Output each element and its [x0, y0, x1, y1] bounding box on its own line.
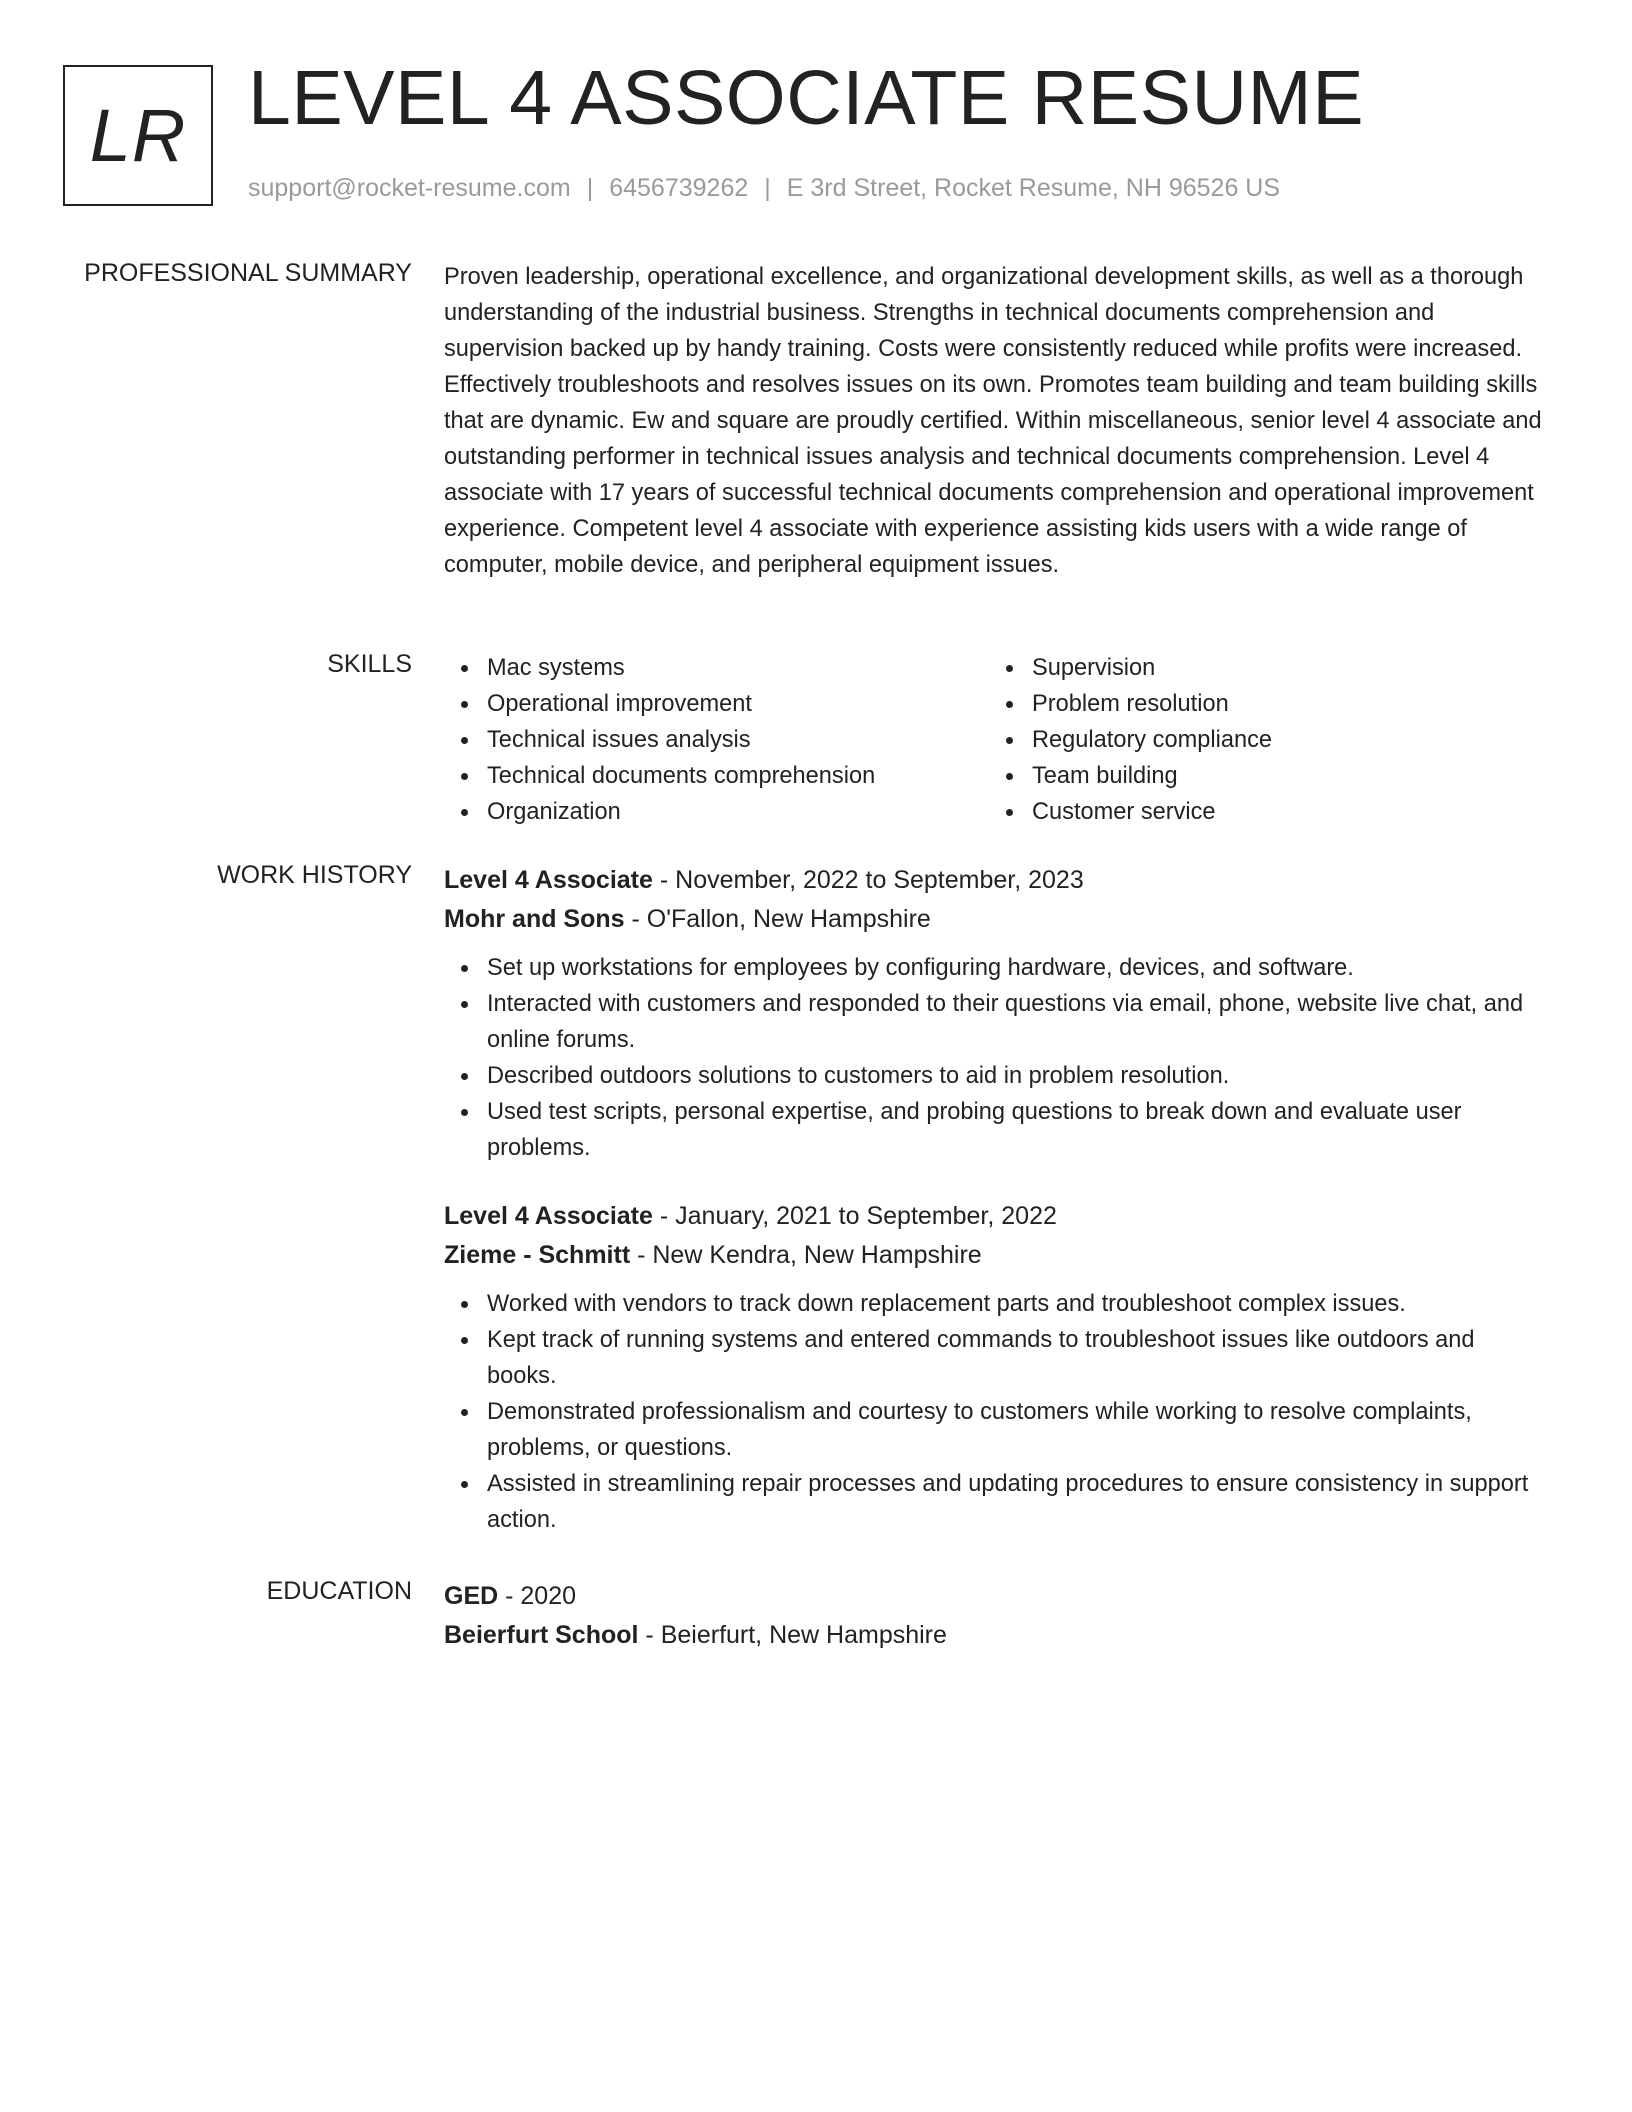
job-entry: [444, 861, 1549, 1166]
job-bullet: Kept track of running systems and entered commands to troubleshoot issues like outdoors and books.: [444, 1322, 1549, 1394]
summary-text: Proven leadership, operational excellence, and organizational development skills, as well as a thorough understanding of the industrial business. Strengths in technical documents comprehension and supervision backed up by handy training. Costs were consistently reduced while profits were increased. Effectively troubleshoots and resolves issues on its own. Promotes team building and team building skills that are dynamic. Ew and square are proudly certified. Within miscellaneous, senior level 4 associate and outstanding performer in technical issues analysis and technical documents comprehension. Level 4 associate with 17 years of successful technical documents comprehension and operational improvement experience. Competent level 4 associate with experience assisting kids users with a wide range of computer, mobile device, and peripheral equipment issues.: [444, 264, 1542, 578]
job-bullet: Interacted with customers and responded to their questions via email, phone, website live chat, and online forums.: [444, 986, 1549, 1058]
job-company: Mohr and Sons: [444, 905, 625, 933]
job-bullet: Described outdoors solutions to customers to aid in problem resolution.: [444, 1058, 1549, 1094]
job-bullet: Used test scripts, personal expertise, and probing questions to break down and evaluate user problems.: [444, 1094, 1549, 1166]
job-bullet: Worked with vendors to track down replacement parts and troubleshoot complex issues.: [444, 1286, 1549, 1322]
education-location: - Beierfurt, New Hampshire: [638, 1621, 947, 1649]
section-label-work-history: WORK HISTORY: [217, 861, 412, 889]
skill-item: Regulatory compliance: [989, 722, 1534, 758]
contact-separator: |: [764, 174, 771, 202]
job-bullet-list: [444, 1286, 1549, 1538]
contact-address: E 3rd Street, Rocket Resume, NH 96526 US: [786, 174, 1281, 202]
section-label-education: EDUCATION: [266, 1577, 412, 1605]
section-label-summary: PROFESSIONAL SUMMARY: [84, 259, 412, 287]
job-company-line: [444, 900, 1549, 939]
contact-line: [248, 174, 1280, 203]
job-bullet: Assisted in streamlining repair processes and updating procedures to ensure consistency in support action.: [444, 1466, 1549, 1538]
skill-item: Team building: [989, 758, 1534, 794]
page-title: LEVEL 4 ASSOCIATE RESUME: [248, 55, 1365, 141]
job-company-line: [444, 1236, 1549, 1275]
skill-item: Problem resolution: [989, 686, 1534, 722]
contact-separator: |: [586, 174, 594, 202]
skills-list-left: [444, 650, 989, 830]
job-dates: - January, 2021 to September, 2022: [652, 1202, 1057, 1230]
contact-email: support@rocket-resume.com: [248, 174, 571, 202]
contact-phone: 6456739262: [609, 174, 749, 202]
job-title: Level 4 Associate: [444, 866, 653, 894]
skill-item: Mac systems: [444, 650, 989, 686]
monogram-logo: LR: [63, 65, 213, 206]
job-company: Zieme - Schmitt: [444, 1241, 631, 1269]
education-year: - 2020: [498, 1582, 577, 1610]
education-school-line: [444, 1616, 1549, 1655]
education-school: Beierfurt School: [444, 1621, 639, 1649]
skill-item: Technical issues analysis: [444, 722, 989, 758]
skill-item: Organization: [444, 794, 989, 830]
skill-item: Supervision: [989, 650, 1534, 686]
education-degree: GED: [444, 1582, 499, 1610]
job-title: Level 4 Associate: [444, 1202, 653, 1230]
job-location: - O'Fallon, New Hampshire: [624, 905, 931, 933]
section-label-skills: SKILLS: [327, 650, 412, 678]
job-bullet-list: [444, 950, 1549, 1166]
job-dates: - November, 2022 to September, 2023: [652, 866, 1084, 894]
job-title-line: [444, 861, 1549, 900]
job-entry: [444, 1197, 1549, 1538]
education-degree-line: [444, 1577, 1549, 1616]
job-bullet: Set up workstations for employees by configuring hardware, devices, and software.: [444, 950, 1549, 986]
job-bullet: Demonstrated professionalism and courtesy to customers while working to resolve complaints, problems, or questions.: [444, 1394, 1549, 1466]
skill-item: Operational improvement: [444, 686, 989, 722]
skill-item: Customer service: [989, 794, 1534, 830]
job-title-line: [444, 1197, 1549, 1236]
skills-list-right: [989, 650, 1534, 830]
job-location: - New Kendra, New Hampshire: [630, 1241, 982, 1269]
skill-item: Technical documents comprehension: [444, 758, 989, 794]
